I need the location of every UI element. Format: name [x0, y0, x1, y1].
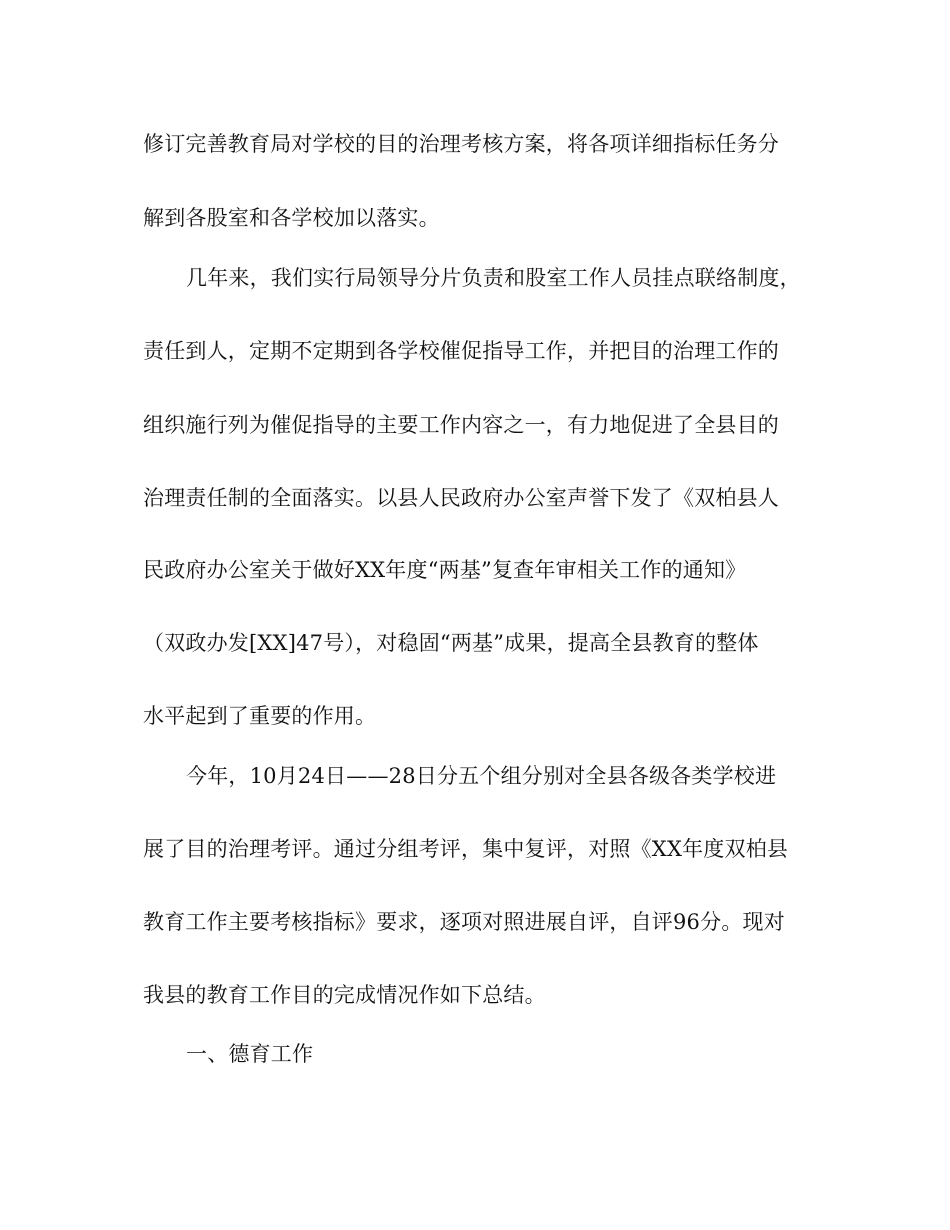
section-heading: 一、德育工作 — [186, 1042, 314, 1066]
text-line: 展了目的治理考评。通过分组考评，集中复评，对照《XX年度双柏县 — [143, 837, 789, 861]
text-line: 教育工作主要考核指标》要求，逐项对照进展自评，自评96分。现对 — [143, 910, 785, 934]
paragraph-start-line: 几年来，我们实行局领导分片负责和股室工作人员挂点联络制度， — [186, 266, 801, 290]
text-line: 民政府办公室关于做好XX年度“两基”复查年审相关工作的通知》 — [143, 558, 747, 582]
text-line: 解到各股室和各学校加以落实。 — [143, 206, 440, 230]
text-line: 水平起到了重要的作用。 — [143, 704, 377, 728]
text-line: 我县的教育工作目的完成情况作如下总结。 — [143, 983, 546, 1007]
text-line: 修订完善教育局对学校的目的治理考核方案，将各项详细指标任务分 — [143, 132, 779, 156]
text-line: （双政办发[XX]47号），对稳固“两基”成果，提高全县教育的整体 — [143, 631, 759, 655]
text-line: 治理责任制的全面落实。以县人民政府办公室声誉下发了《双柏县人 — [143, 486, 779, 510]
paragraph-start-line: 今年，10月24日——28日分五个组分别对全县各级各类学校进 — [186, 764, 777, 788]
text-line: 组织施行列为催促指导的主要工作内容之一，有力地促进了全县目的 — [143, 413, 779, 437]
text-line: 责任到人，定期不定期到各学校催促指导工作，并把目的治理工作的 — [143, 339, 779, 363]
